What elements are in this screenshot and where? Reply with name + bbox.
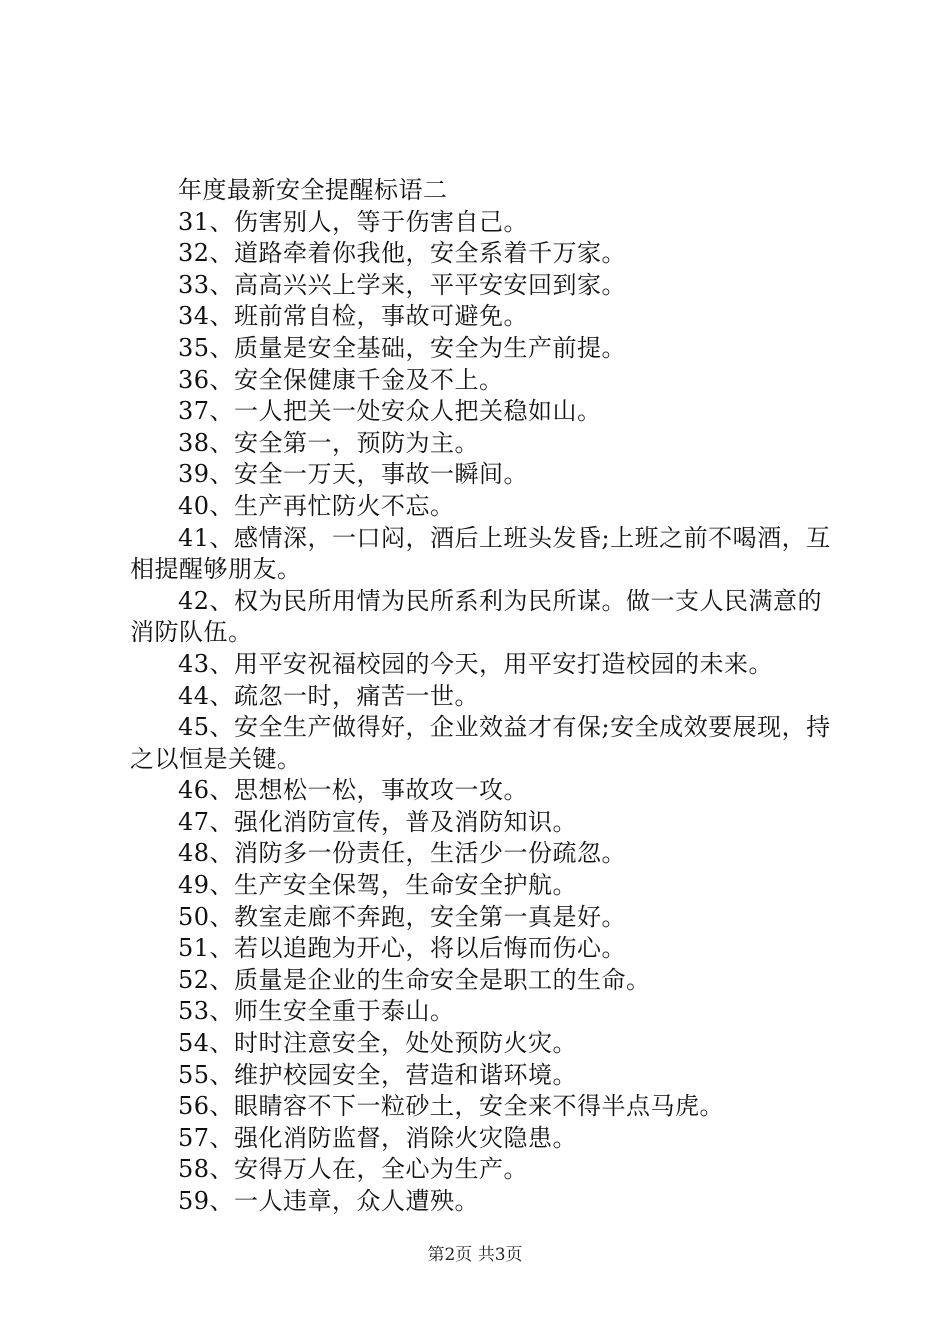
slogan-line: 55、维护校园安全，营造和谐环境。 (178, 1060, 578, 1089)
slogan-line: 47、强化消防宣传，普及消防知识。 (178, 807, 578, 836)
slogan-line: 51、若以追跑为开心，将以后悔而伤心。 (178, 934, 627, 963)
slogan-line: 57、强化消防监督，消除火灾隐患。 (178, 1123, 578, 1152)
slogan-line: 45、安全生产做得好，企业效益才有保;安全成效要展现，持之以恒是关键。 (130, 713, 831, 773)
slogan-line: 58、安得万人在，全心为生产。 (178, 1155, 529, 1184)
slogan-line: 50、教室走廊不奔跑，安全第一真是好。 (178, 902, 627, 931)
slogan-line: 56、眼睛容不下一粒砂土，安全来不得半点马虎。 (178, 1092, 725, 1121)
slogan-line: 36、安全保健康千金及不上。 (178, 365, 504, 394)
slogan-line: 31、伤害别人，等于伤害自己。 (178, 207, 529, 236)
slogan-line: 46、思想松一松，事故攻一攻。 (178, 776, 529, 805)
slogan-line: 48、消防多一份责任，生活少一份疏忽。 (178, 839, 627, 868)
slogan-line: 35、质量是安全基础，安全为生产前提。 (178, 333, 627, 362)
slogan-line: 39、安全一万天，事故一瞬间。 (178, 460, 529, 489)
slogan-line: 37、一人把关一处安众人把关稳如山。 (178, 397, 602, 426)
slogan-line: 53、师生安全重于泰山。 (178, 997, 455, 1026)
slogan-line: 33、高高兴兴上学来，平平安安回到家。 (178, 270, 627, 299)
document-body (130, 175, 835, 1218)
slogan-line: 38、安全第一，预防为主。 (178, 428, 480, 457)
slogan-line: 32、道路牵着你我他，安全系着千万家。 (178, 239, 627, 268)
slogan-line: 44、疏忽一时，痛苦一世。 (178, 681, 480, 710)
slogan-line: 52、质量是企业的生命安全是职工的生命。 (178, 965, 651, 994)
document-heading: 年度最新安全提醒标语二 (178, 176, 448, 204)
slogan-line: 49、生产安全保驾，生命安全护航。 (178, 871, 578, 900)
slogan-line: 43、用平安祝福校园的今天，用平安打造校园的未来。 (178, 649, 774, 678)
slogan-line: 40、生产再忙防火不忘。 (178, 491, 455, 520)
slogan-line: 59、一人违章，众人遭殃。 (178, 1187, 480, 1215)
slogan-line: 41、感情深，一口闷，酒后上班头发昏;上班之前不喝酒，互相提醒够朋友。 (130, 523, 831, 584)
slogan-line: 54、时时注意安全，处处预防火灾。 (178, 1029, 578, 1058)
page-footer: 第2页 共3页 (427, 1245, 523, 1265)
slogan-line: 42、权为民所用情为民所系利为民所谋。做一支人民满意的消防队伍。 (130, 586, 823, 647)
slogan-line: 34、班前常自检，事故可避免。 (178, 302, 529, 331)
